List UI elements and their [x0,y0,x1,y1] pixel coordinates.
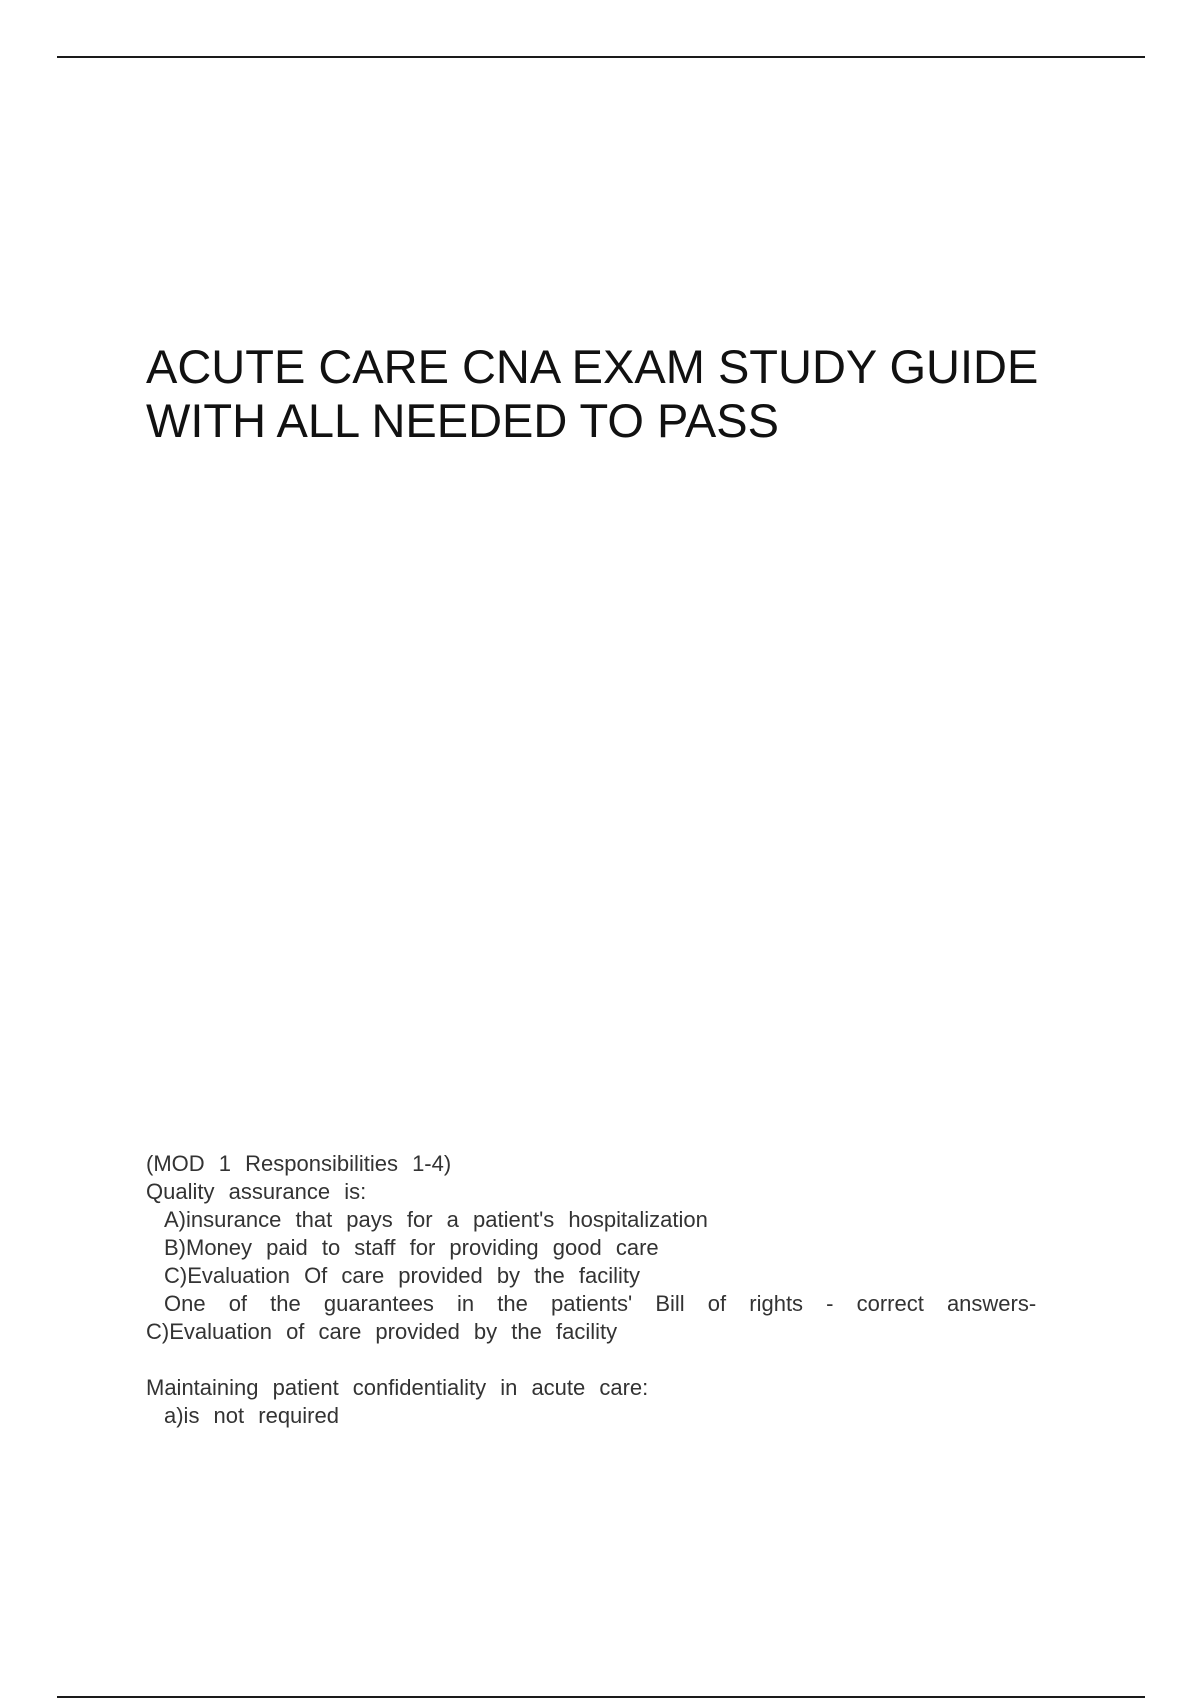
question-2-text: Maintaining patient confidentiality in acute care: [146,1375,649,1400]
question-1-answer: C)Evaluation of care provided by the facility [146,1319,618,1344]
title-line-1: ACUTE CARE CNA EXAM STUDY GUIDE [146,340,1039,393]
question-2-option-a: a)is not required [164,1403,339,1428]
top-rule [57,56,1145,58]
question-1-option-c: C)Evaluation Of care provided by the facility [164,1263,640,1288]
bottom-rule [57,1696,1145,1698]
question-1-option-b: B)Money paid to staff for providing good care [164,1235,659,1260]
paragraph-gap [146,1346,1046,1374]
question-1-option-d: One of the guarantees in the patients' Bill of rights - correct answers- [164,1291,1037,1316]
question-1-text: Quality assurance is: [146,1179,367,1204]
module-header: (MOD 1 Responsibilities 1-4) [146,1151,452,1176]
title-line-2: WITH ALL NEEDED TO PASS [146,394,779,447]
document-body [146,1150,1046,1430]
question-1-option-a: A)insurance that pays for a patient's hospitalization [164,1207,708,1232]
document-title [146,340,1126,448]
